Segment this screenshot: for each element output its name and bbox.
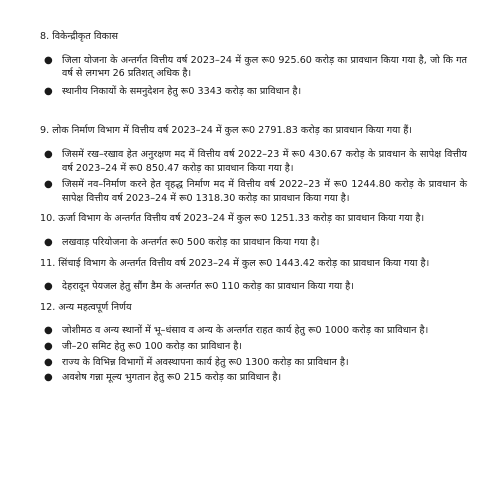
section-heading: 10. ऊर्जा विभाग के अन्तर्गत वित्तीय वर्ष 2023–24 में कुल रू0 1251.33 करोड़ का प्रावधान किया गया है।: [40, 213, 425, 225]
bullet-icon: ●: [44, 281, 53, 293]
bullet-icon: ●: [44, 340, 53, 352]
list-item-text: अवशेष गन्ना मूल्य भुगतान हेतु रू0 215 करोड़ का प्राविधान है।: [62, 372, 282, 384]
list-item: [40, 148, 467, 175]
list-item: [40, 54, 467, 81]
bullet-icon: ●: [44, 372, 53, 384]
section-heading: 9. लोक निर्माण विभाग में वित्तीय वर्ष 2023–24 में कुल रू0 2791.83 करोड़ का प्रावधान किया गया हैं।: [40, 125, 412, 137]
list-item-text: स्थानीय निकायों के समनुदेशन हेतु रू0 3343 करोड़ का प्राविधान है।: [62, 85, 302, 97]
list-item-text: जिला योजना के अन्तर्गत वित्तीय वर्ष 2023–24 में कुल रू0 925.60 करोड़ का प्रावधान किया गया है, जो कि गत वर्ष से लगभग 26 प्रतिशत् अधिक है।: [62, 54, 467, 80]
bullet-list: [40, 236, 467, 250]
section-energy: [40, 212, 467, 249]
bullet-list: [40, 148, 467, 205]
section-irrigation: [40, 257, 467, 294]
bullet-icon: ●: [44, 325, 53, 337]
list-item-text: जोशीमठ व अन्य स्थानों में भू–धंसाव व अन्य के अन्तर्गत राहत कार्य हेतु रू0 1000 करोड़ का प्राविधान है।: [62, 325, 429, 337]
list-item-text: जी–20 समिट हेतु रू0 100 करोड़ का प्राविधान है।: [62, 340, 242, 352]
list-item: [40, 356, 467, 370]
section-heading: 8. विकेन्द्रीकृत विकास: [40, 31, 118, 42]
list-item: [40, 236, 467, 250]
bullet-list: [40, 280, 467, 294]
list-item-text: देहरादून पेयजल हेतु सौंग डैम के अन्तर्गत रू0 110 करोड़ का प्रावधान किया गया है।: [62, 281, 354, 293]
list-item: [40, 371, 467, 385]
section-heading: 11. सिंचाई विभाग के अन्तर्गत वित्तीय वर्ष 2023–24 में कुल रू0 1443.42 करोड़ का प्रावधान किया गया है।: [40, 257, 430, 269]
bullet-list: [40, 54, 467, 99]
section-decentralized-development: [40, 30, 467, 98]
list-item-text: राज्य के विभिन्न विभागों में अवस्थापना कार्य हेतु रू0 1300 करोड़ का प्राविधान है।: [62, 356, 349, 368]
list-item-text: लखवाड़ परियोजना के अन्तर्गत रू0 500 करोड़ का प्रावधान किया गया है।: [62, 236, 320, 248]
list-item-text: जिसमें रख–रखाव हेत अनुरक्षण मद में वित्तीय वर्ष 2022–23 में रू0 430.67 करोड़ के प्रावधान के सापेक्ष वित्तीय वर्ष 2023–24 में रू0 850.47 करोड़ का प्रावधान किया गया है।: [62, 148, 467, 174]
bullet-list: [40, 324, 467, 384]
list-item: [40, 85, 467, 99]
section-public-works: [40, 124, 467, 205]
bullet-icon: ●: [44, 54, 53, 66]
list-item: [40, 280, 467, 294]
bullet-icon: ●: [44, 356, 53, 368]
list-item-text: जिसमें नव–निर्माण करने हेत वृहद्ध निर्माण मद में वित्तीय वर्ष 2022–23 में रू0 1244.80 करोड़ के प्रावधान के सापेक्ष वित्तीय वर्ष 2023–24 में रू0 1318.30 करोड़ का प्रावधान किया गया है।: [62, 179, 467, 204]
section-other-decisions: [40, 301, 467, 385]
list-item: [40, 340, 467, 354]
bullet-icon: ●: [44, 148, 53, 160]
bullet-icon: ●: [44, 179, 53, 191]
list-item: [40, 178, 467, 205]
bullet-icon: ●: [44, 85, 53, 97]
section-heading: 12. अन्य महत्वपूर्ण निर्णय: [40, 301, 132, 313]
list-item: [40, 324, 467, 338]
bullet-icon: ●: [44, 236, 53, 248]
